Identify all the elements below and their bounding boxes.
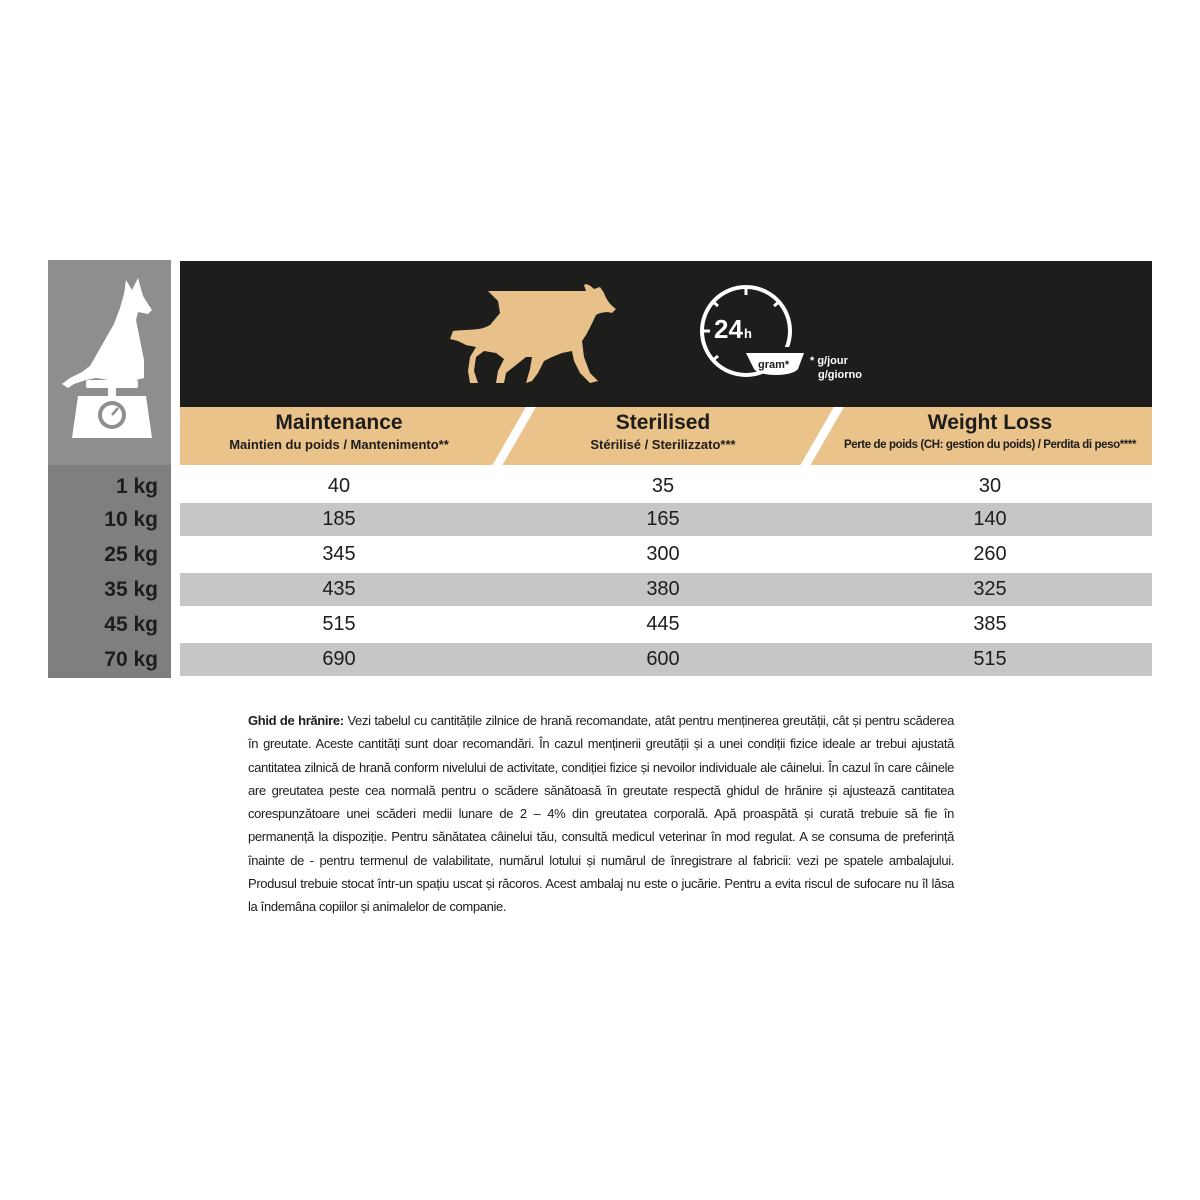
bowl-label: gram* [758, 359, 790, 371]
feeding-guide [248, 709, 954, 919]
dog-on-scale-icon [48, 260, 171, 465]
cell-maintenance: 515 [322, 613, 356, 635]
weight-label: 45 kg [104, 613, 158, 636]
cell-sterilised: 165 [646, 508, 680, 530]
cell-weight-loss: 140 [973, 508, 1007, 530]
column-subtitle-sterilised: Stérilisé / Sterilizzato*** [590, 437, 736, 452]
cell-maintenance: 435 [322, 578, 356, 600]
table-row [180, 538, 1152, 571]
weight-label: 70 kg [104, 648, 158, 671]
cell-maintenance: 185 [322, 508, 356, 530]
column-subtitle-weight-loss: Perte de poids (CH: gestion du poids) / Perdita di peso**** [843, 439, 1137, 451]
column-header-band [180, 407, 1152, 465]
weight-label: 35 kg [104, 578, 158, 601]
clock-number: 24 [714, 314, 743, 344]
cell-maintenance: 345 [322, 543, 356, 565]
clock-unit: h [744, 326, 752, 341]
feeding-guide-title: Ghid de hrănire: [248, 713, 344, 728]
unit-it: g/giorno [818, 369, 862, 381]
dog-icon [450, 284, 616, 383]
table-row [180, 470, 1152, 503]
cell-weight-loss: 325 [973, 578, 1007, 600]
cell-weight-loss: 260 [973, 543, 1007, 565]
header-graphics [180, 261, 1152, 407]
cell-maintenance: 690 [322, 648, 356, 670]
weight-label: 25 kg [104, 543, 158, 566]
cell-weight-loss: 30 [978, 475, 1002, 497]
feeding-guide-text: Vezi tabelul cu cantitățile zilnice de hrană recomandate, atât pentru menținerea greutății, cât și pentru scăderea în greutate. Aceste cantități sunt doar recomandări. În cazul menținerii greutății și a unei condiții fizice ideale ar trebui ajustată cantitatea zilnică de hrană conform nivelului de activitate, condiției fizice și nevoilor individuale ale câinelui. În cazul în care câinele are greutatea peste cea normală pentru o scădere sănătoasă în greutate respectă ghidul de hrănire și ajustează cantitatea corespunzătoare unei scăderi medii lunare de 2 – 4% din greutatea corporală. Apă proaspătă și curată trebuie să fie în permanență la dispoziție. Pentru sănătatea câinelui tău, consultă medicul veterinar în mod regulat. A se consuma de preferință înainte de - pentru termenul de valabilitate, numărul lotului și numărul de înregistrare al fabricii: vezi pe spatele ambalajului. Produsul trebuie stocat într-un spațiu uscat și răcoros. Acest ambalaj nu este o jucărie. Pentru a evita riscul de sufocare nu îl lăsa la îndemâna copiilor și animalelor de companie. [248, 713, 954, 915]
cell-maintenance: 40 [327, 475, 351, 497]
cell-sterilised: 600 [646, 648, 680, 670]
table-row [180, 608, 1152, 641]
cell-weight-loss: 385 [973, 613, 1007, 635]
cell-sterilised: 445 [646, 613, 680, 635]
cell-weight-loss: 515 [973, 648, 1007, 670]
table-header [180, 261, 1152, 407]
weight-label: 10 kg [104, 508, 158, 531]
column-title-sterilised: Sterilised [615, 411, 711, 434]
column-title-weight-loss: Weight Loss [927, 411, 1053, 434]
table-row [180, 573, 1152, 606]
cell-sterilised: 35 [651, 475, 675, 497]
weight-label: 1 kg [115, 475, 158, 498]
column-title-maintenance: Maintenance [275, 411, 403, 434]
column-subtitle-maintenance: Maintien du poids / Mantenimento** [229, 437, 449, 452]
cell-sterilised: 300 [646, 543, 680, 565]
table-row [180, 503, 1152, 536]
unit-fr: * g/jour [810, 355, 848, 367]
table-row [180, 643, 1152, 676]
cell-sterilised: 380 [646, 578, 680, 600]
